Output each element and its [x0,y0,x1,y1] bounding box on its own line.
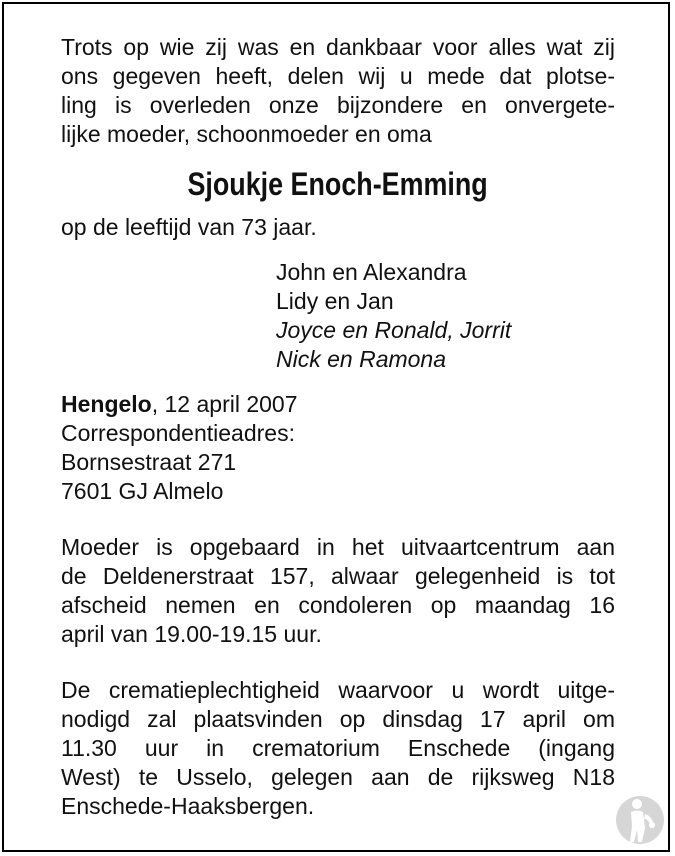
family-line: Joyce en Ronald, Jorrit [276,317,512,343]
intro-line: lijke moeder, schoonmoeder en oma [61,121,432,147]
place-date-line [61,390,298,420]
intro-line: ons gegeven heeft, delen wij u mede dat plotse- [61,63,615,89]
intro-line: Trots op wie zij was en dankbaar voor alles wat zij [61,34,615,60]
cremation-line: nodigd zal plaatsvinden op dinsdag 17 april om [61,706,615,732]
correspondence-street: Bornsestraat 271 [61,449,237,475]
cremation-line: West) te Usselo, gelegen aan de rijksweg N18 [61,764,615,790]
correspondence-postal: 7601 GJ Almelo [61,478,224,504]
intro-line: ling is overleden onze bijzondere en onvergete- [61,92,615,118]
age-line: op de leeftijd van 73 jaar. [61,214,317,240]
date-text: , 12 april 2007 [151,391,298,417]
family-line: Nick en Ramona [276,346,447,372]
viewing-line: de Deldenerstraat 157, alwaar gelegenheid is tot [61,563,615,589]
cremation-line: De crematieplechtigheid waarvoor u wordt uitge- [61,677,615,703]
cremation-line: Enschede-Haaksbergen. [61,793,315,819]
deceased-name: Sjoukje Enoch-Emming [187,166,488,202]
correspondence-label: Correspondentieadres: [61,420,295,446]
family-line: John en Alexandra [276,259,467,285]
viewing-line: Moeder is opgebaard in het uitvaartcentrum aan [61,534,615,560]
place-name: Hengelo [61,391,152,417]
cremation-line: 11.30 uur in crematorium Enschede (ingang [61,735,615,761]
family-line: Lidy en Jan [276,288,394,314]
memorial-figure-icon [615,792,665,848]
viewing-line: april van 19.00-19.15 uur. [61,621,322,647]
viewing-line: afscheid nemen en condoleren op maandag 16 [61,592,615,618]
